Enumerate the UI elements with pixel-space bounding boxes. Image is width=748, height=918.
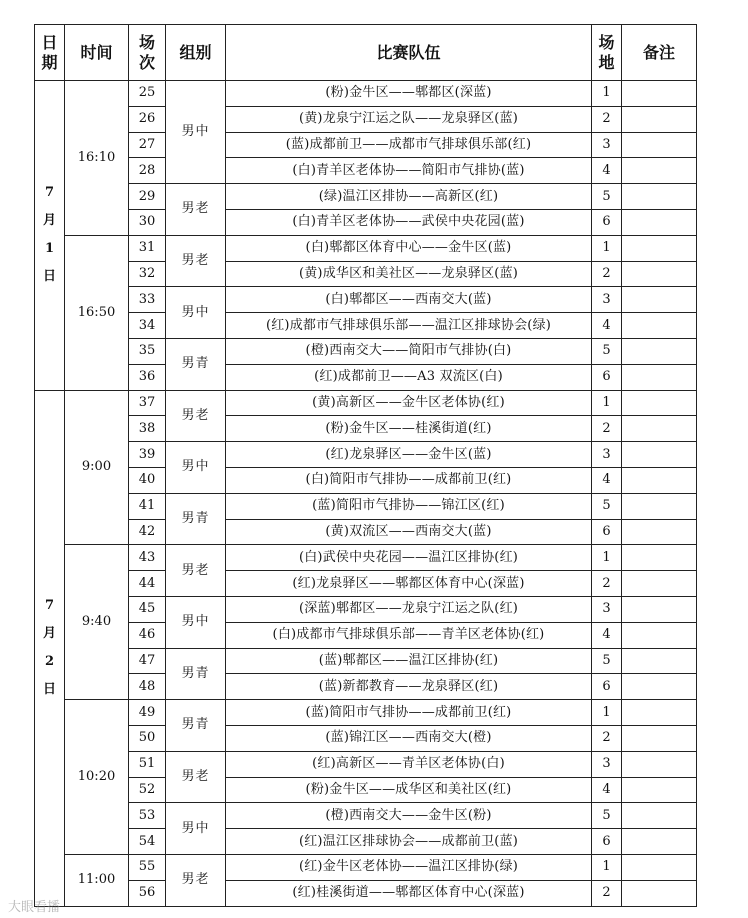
group-cell: 男青 [166, 648, 226, 700]
match-teams: (粉)金牛区——郫都区(深蓝) [226, 81, 592, 107]
table-row [35, 519, 697, 545]
group-cell: 男老 [166, 235, 226, 287]
table-row [35, 158, 697, 184]
match-teams: (蓝)新都教育——龙泉驿区(红) [226, 674, 592, 700]
group-cell: 男青 [166, 493, 226, 545]
match-teams: (红)龙泉驿区——郫都区体育中心(深蓝) [226, 571, 592, 597]
venue-number: 5 [592, 493, 622, 519]
match-number: 25 [129, 81, 166, 107]
group-cell: 男青 [166, 338, 226, 390]
header-number: 场 次 [129, 25, 166, 81]
note-cell [622, 854, 697, 880]
match-number: 50 [129, 725, 166, 751]
venue-number: 1 [592, 545, 622, 571]
note-cell [622, 364, 697, 390]
table-row [35, 184, 697, 210]
schedule-body [35, 81, 697, 907]
note-cell [622, 622, 697, 648]
match-teams: (蓝)成都前卫——成都市气排球俱乐部(红) [226, 132, 592, 158]
table-row [35, 467, 697, 493]
note-cell [622, 106, 697, 132]
header-venue: 场 地 [592, 25, 622, 81]
venue-number: 1 [592, 854, 622, 880]
match-number: 34 [129, 313, 166, 339]
match-teams: (红)桂溪街道——郫都区体育中心(深蓝) [226, 880, 592, 906]
table-row [35, 287, 697, 313]
note-cell [622, 519, 697, 545]
note-cell [622, 184, 697, 210]
match-number: 54 [129, 829, 166, 855]
table-row [35, 261, 697, 287]
table-row [35, 648, 697, 674]
venue-number: 3 [592, 287, 622, 313]
table-row [35, 364, 697, 390]
table-row [35, 442, 697, 468]
match-teams: (粉)金牛区——成华区和美社区(红) [226, 777, 592, 803]
match-number: 38 [129, 416, 166, 442]
group-cell: 男老 [166, 184, 226, 236]
venue-number: 2 [592, 880, 622, 906]
match-number: 26 [129, 106, 166, 132]
venue-number: 5 [592, 648, 622, 674]
match-number: 43 [129, 545, 166, 571]
match-teams: (黄)高新区——金牛区老体协(红) [226, 390, 592, 416]
table-row [35, 829, 697, 855]
venue-number: 5 [592, 338, 622, 364]
group-cell: 男中 [166, 442, 226, 494]
group-cell: 男老 [166, 545, 226, 597]
table-row [35, 777, 697, 803]
table-row [35, 571, 697, 597]
match-number: 39 [129, 442, 166, 468]
note-cell [622, 416, 697, 442]
match-teams: (粉)金牛区——桂溪街道(红) [226, 416, 592, 442]
match-number: 31 [129, 235, 166, 261]
venue-number: 3 [592, 442, 622, 468]
table-row [35, 416, 697, 442]
match-teams: (红)成都市气排球俱乐部——温江区排球协会(绿) [226, 313, 592, 339]
group-cell: 男老 [166, 751, 226, 803]
match-number: 46 [129, 622, 166, 648]
venue-number: 6 [592, 674, 622, 700]
table-row [35, 622, 697, 648]
venue-number: 6 [592, 829, 622, 855]
note-cell [622, 648, 697, 674]
table-row [35, 313, 697, 339]
venue-number: 4 [592, 313, 622, 339]
note-cell [622, 442, 697, 468]
match-number: 40 [129, 467, 166, 493]
match-teams: (黄)双流区——西南交大(蓝) [226, 519, 592, 545]
match-number: 48 [129, 674, 166, 700]
header-row [35, 25, 697, 81]
match-number: 51 [129, 751, 166, 777]
match-teams: (红)金牛区老体协——温江区排协(绿) [226, 854, 592, 880]
group-cell: 男老 [166, 390, 226, 442]
group-cell: 男青 [166, 700, 226, 752]
table-row [35, 235, 697, 261]
note-cell [622, 313, 697, 339]
match-number: 49 [129, 700, 166, 726]
match-number: 27 [129, 132, 166, 158]
venue-number: 1 [592, 81, 622, 107]
schedule-table [34, 24, 697, 907]
note-cell [622, 674, 697, 700]
time-cell: 10:20 [65, 700, 129, 855]
table-row [35, 803, 697, 829]
match-number: 35 [129, 338, 166, 364]
table-row [35, 106, 697, 132]
note-cell [622, 493, 697, 519]
match-number: 55 [129, 854, 166, 880]
table-row [35, 725, 697, 751]
table-row [35, 880, 697, 906]
match-number: 37 [129, 390, 166, 416]
venue-number: 2 [592, 106, 622, 132]
match-number: 42 [129, 519, 166, 545]
match-teams: (白)郫都区体育中心——金牛区(蓝) [226, 235, 592, 261]
venue-number: 6 [592, 209, 622, 235]
venue-number: 2 [592, 725, 622, 751]
match-teams: (蓝)郫都区——温江区排协(红) [226, 648, 592, 674]
venue-number: 2 [592, 261, 622, 287]
note-cell [622, 81, 697, 107]
note-cell [622, 777, 697, 803]
match-teams: (橙)西南交大——金牛区(粉) [226, 803, 592, 829]
venue-number: 5 [592, 803, 622, 829]
table-row [35, 132, 697, 158]
table-row [35, 81, 697, 107]
group-cell: 男中 [166, 287, 226, 339]
venue-number: 1 [592, 390, 622, 416]
table-row [35, 338, 697, 364]
venue-number: 3 [592, 596, 622, 622]
table-row [35, 390, 697, 416]
match-teams: (蓝)简阳市气排协——锦江区(红) [226, 493, 592, 519]
note-cell [622, 700, 697, 726]
date-cell: 7 月 2 日 [35, 390, 65, 906]
watermark: 大眼看播 [8, 900, 61, 915]
note-cell [622, 132, 697, 158]
venue-number: 2 [592, 571, 622, 597]
match-number: 28 [129, 158, 166, 184]
header-match: 比赛队伍 [226, 25, 592, 81]
table-row [35, 854, 697, 880]
table-row [35, 545, 697, 571]
note-cell [622, 158, 697, 184]
note-cell [622, 467, 697, 493]
time-cell: 16:50 [65, 235, 129, 390]
match-teams: (白)简阳市气排协——成都前卫(红) [226, 467, 592, 493]
match-number: 29 [129, 184, 166, 210]
time-cell: 9:00 [65, 390, 129, 545]
table-row [35, 209, 697, 235]
venue-number: 4 [592, 467, 622, 493]
match-number: 56 [129, 880, 166, 906]
match-teams: (红)成都前卫——A3 双流区(白) [226, 364, 592, 390]
venue-number: 1 [592, 700, 622, 726]
match-teams: (白)青羊区老体协——武侯中央花园(蓝) [226, 209, 592, 235]
note-cell [622, 880, 697, 906]
match-number: 45 [129, 596, 166, 622]
match-teams: (蓝)锦江区——西南交大(橙) [226, 725, 592, 751]
match-teams: (黄)成华区和美社区——龙泉驿区(蓝) [226, 261, 592, 287]
note-cell [622, 235, 697, 261]
match-teams: (白)武侯中央花园——温江区排协(红) [226, 545, 592, 571]
note-cell [622, 571, 697, 597]
group-cell: 男中 [166, 596, 226, 648]
match-teams: (橙)西南交大——简阳市气排协(白) [226, 338, 592, 364]
note-cell [622, 338, 697, 364]
match-teams: (红)龙泉驿区——金牛区(蓝) [226, 442, 592, 468]
match-teams: (深蓝)郫都区——龙泉宁江运之队(红) [226, 596, 592, 622]
table-row [35, 700, 697, 726]
time-cell: 9:40 [65, 545, 129, 700]
group-cell: 男中 [166, 803, 226, 855]
note-cell [622, 725, 697, 751]
venue-number: 4 [592, 622, 622, 648]
match-number: 32 [129, 261, 166, 287]
note-cell [622, 209, 697, 235]
match-teams: (白)青羊区老体协——简阳市气排协(蓝) [226, 158, 592, 184]
note-cell [622, 803, 697, 829]
group-cell: 男老 [166, 854, 226, 906]
match-number: 52 [129, 777, 166, 803]
match-number: 44 [129, 571, 166, 597]
match-number: 47 [129, 648, 166, 674]
venue-number: 5 [592, 184, 622, 210]
note-cell [622, 751, 697, 777]
note-cell [622, 545, 697, 571]
match-number: 30 [129, 209, 166, 235]
venue-number: 6 [592, 364, 622, 390]
venue-number: 4 [592, 777, 622, 803]
match-teams: (绿)温江区排协——高新区(红) [226, 184, 592, 210]
match-teams: (白)成都市气排球俱乐部——青羊区老体协(红) [226, 622, 592, 648]
header-time: 时间 [65, 25, 129, 81]
table-row [35, 751, 697, 777]
header-group: 组别 [166, 25, 226, 81]
match-teams: (蓝)简阳市气排协——成都前卫(红) [226, 700, 592, 726]
match-number: 53 [129, 803, 166, 829]
header-date: 日 期 [35, 25, 65, 81]
table-row [35, 674, 697, 700]
match-number: 33 [129, 287, 166, 313]
note-cell [622, 390, 697, 416]
venue-number: 6 [592, 519, 622, 545]
match-teams: (白)郫都区——西南交大(蓝) [226, 287, 592, 313]
match-number: 36 [129, 364, 166, 390]
note-cell [622, 287, 697, 313]
match-teams: (红)高新区——青羊区老体协(白) [226, 751, 592, 777]
note-cell [622, 596, 697, 622]
venue-number: 1 [592, 235, 622, 261]
time-cell: 11:00 [65, 854, 129, 906]
venue-number: 3 [592, 132, 622, 158]
group-cell: 男中 [166, 81, 226, 184]
venue-number: 4 [592, 158, 622, 184]
table-row [35, 596, 697, 622]
header-note: 备注 [622, 25, 697, 81]
match-teams: (黄)龙泉宁江运之队——龙泉驿区(蓝) [226, 106, 592, 132]
venue-number: 2 [592, 416, 622, 442]
time-cell: 16:10 [65, 81, 129, 236]
venue-number: 3 [592, 751, 622, 777]
match-teams: (红)温江区排球协会——成都前卫(蓝) [226, 829, 592, 855]
table-row [35, 493, 697, 519]
note-cell [622, 261, 697, 287]
date-cell: 7 月 1 日 [35, 81, 65, 391]
match-number: 41 [129, 493, 166, 519]
note-cell [622, 829, 697, 855]
